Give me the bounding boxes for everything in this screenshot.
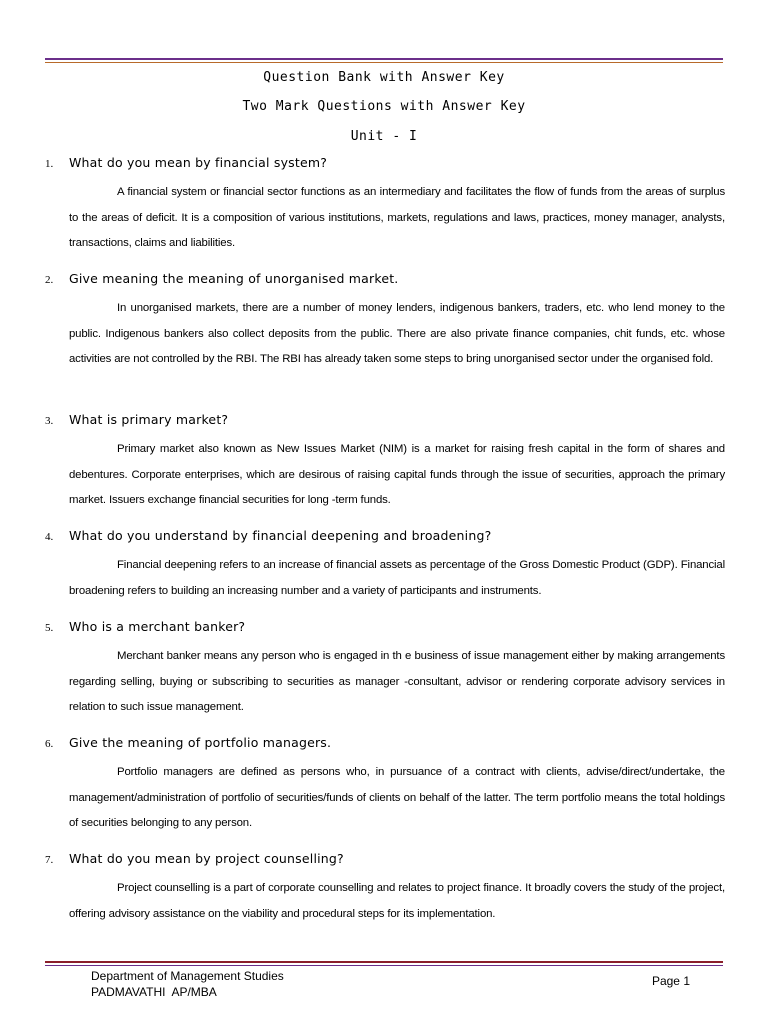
question-text: Who is a merchant banker? (69, 619, 246, 634)
question-number: 4. (45, 531, 54, 543)
question-text: What do you understand by financial deepening and broadening? (69, 528, 492, 543)
question-text: What is primary market? (69, 412, 229, 427)
document-subtitle (0, 99, 768, 114)
answer-text: Project counselling is a part of corporate counselling and relates to project finance. It broadly covers the study of the project, offering advisory assistance on the viability and procedural steps for its implementation. (69, 882, 725, 920)
subtitle-text: Two Mark Questions with Answer Key (242, 99, 526, 114)
answer-text: Primary market also known as New Issues Market (NIM) is a market for raising fresh capital in the form of shares and debentures. Corporate enterprises, which are desirous of raising capital funds through the issue of securities, approach the primary market. Issuers exchange financial securities for long -term funds. (69, 443, 725, 506)
question-text: What do you mean by project counselling? (69, 851, 344, 866)
question-text: What do you mean by financial system? (69, 155, 328, 170)
question-number: 6. (45, 738, 54, 750)
answer-text: In unorganised markets, there are a number of money lenders, indigenous bankers, traders, etc. who lend money to the public. Indigenous bankers also collect deposits from the public. There are also private finance companies, chit funds, etc. whose activities are not controlled by the RBI. The RBI has already taken some steps to bring unorganised sector under the organised fold. (69, 302, 725, 365)
answer-text: Merchant banker means any person who is engaged in th e business of issue management either by making arrangements regarding selling, buying or subscribing to securities as manager -consultant, advisor or rendering corporate advisory services in relation to such issue management. (69, 650, 725, 713)
unit-heading (0, 129, 768, 144)
question-item (45, 528, 725, 604)
document-title (0, 70, 768, 85)
question-item (45, 851, 725, 927)
footer-department: Department of Management Studies (91, 969, 284, 983)
footer-author: PADMAVATHI AP/MBA (91, 985, 217, 999)
question-number: 7. (45, 854, 54, 866)
page-number: Page 1 (651, 974, 690, 988)
question-text: Give meaning the meaning of unorganised market. (69, 271, 399, 286)
question-number: 2. (45, 274, 54, 286)
title-text: Question Bank with Answer Key (263, 70, 505, 85)
answer-text: Financial deepening refers to an increase of financial assets as percentage of the Gross Domestic Product (GDP). Financial broadening refers to building an increasing number and a variety of participants and instruments. (69, 559, 725, 597)
question-item (45, 412, 725, 514)
question-number: 3. (45, 415, 54, 427)
question-item (45, 271, 725, 373)
question-number: 1. (45, 158, 54, 170)
answer-text: A financial system or financial sector functions as an intermediary and facilitates the flow of funds from the areas of surplus to the areas of deficit. It is a composition of various institutions, markets, regulations and laws, practices, money manager, analysts, transactions, claims and liabilities. (69, 186, 725, 249)
question-item (45, 735, 725, 837)
footer-rule (45, 961, 723, 966)
question-number: 5. (45, 622, 54, 634)
question-text: Give the meaning of portfolio managers. (69, 735, 332, 750)
footer-info (91, 968, 284, 1000)
question-item (45, 155, 725, 257)
answer-text: Portfolio managers are defined as persons who, in pursuance of a contract with clients, advise/direct/undertake, the management/administration of portfolio of securities/funds of clients on behalf of the latter. The term portfolio means the total holdings of securities belonging to any person. (69, 766, 725, 829)
header-rule (45, 58, 723, 63)
question-item (45, 619, 725, 721)
unit-text: Unit - I (350, 129, 418, 144)
